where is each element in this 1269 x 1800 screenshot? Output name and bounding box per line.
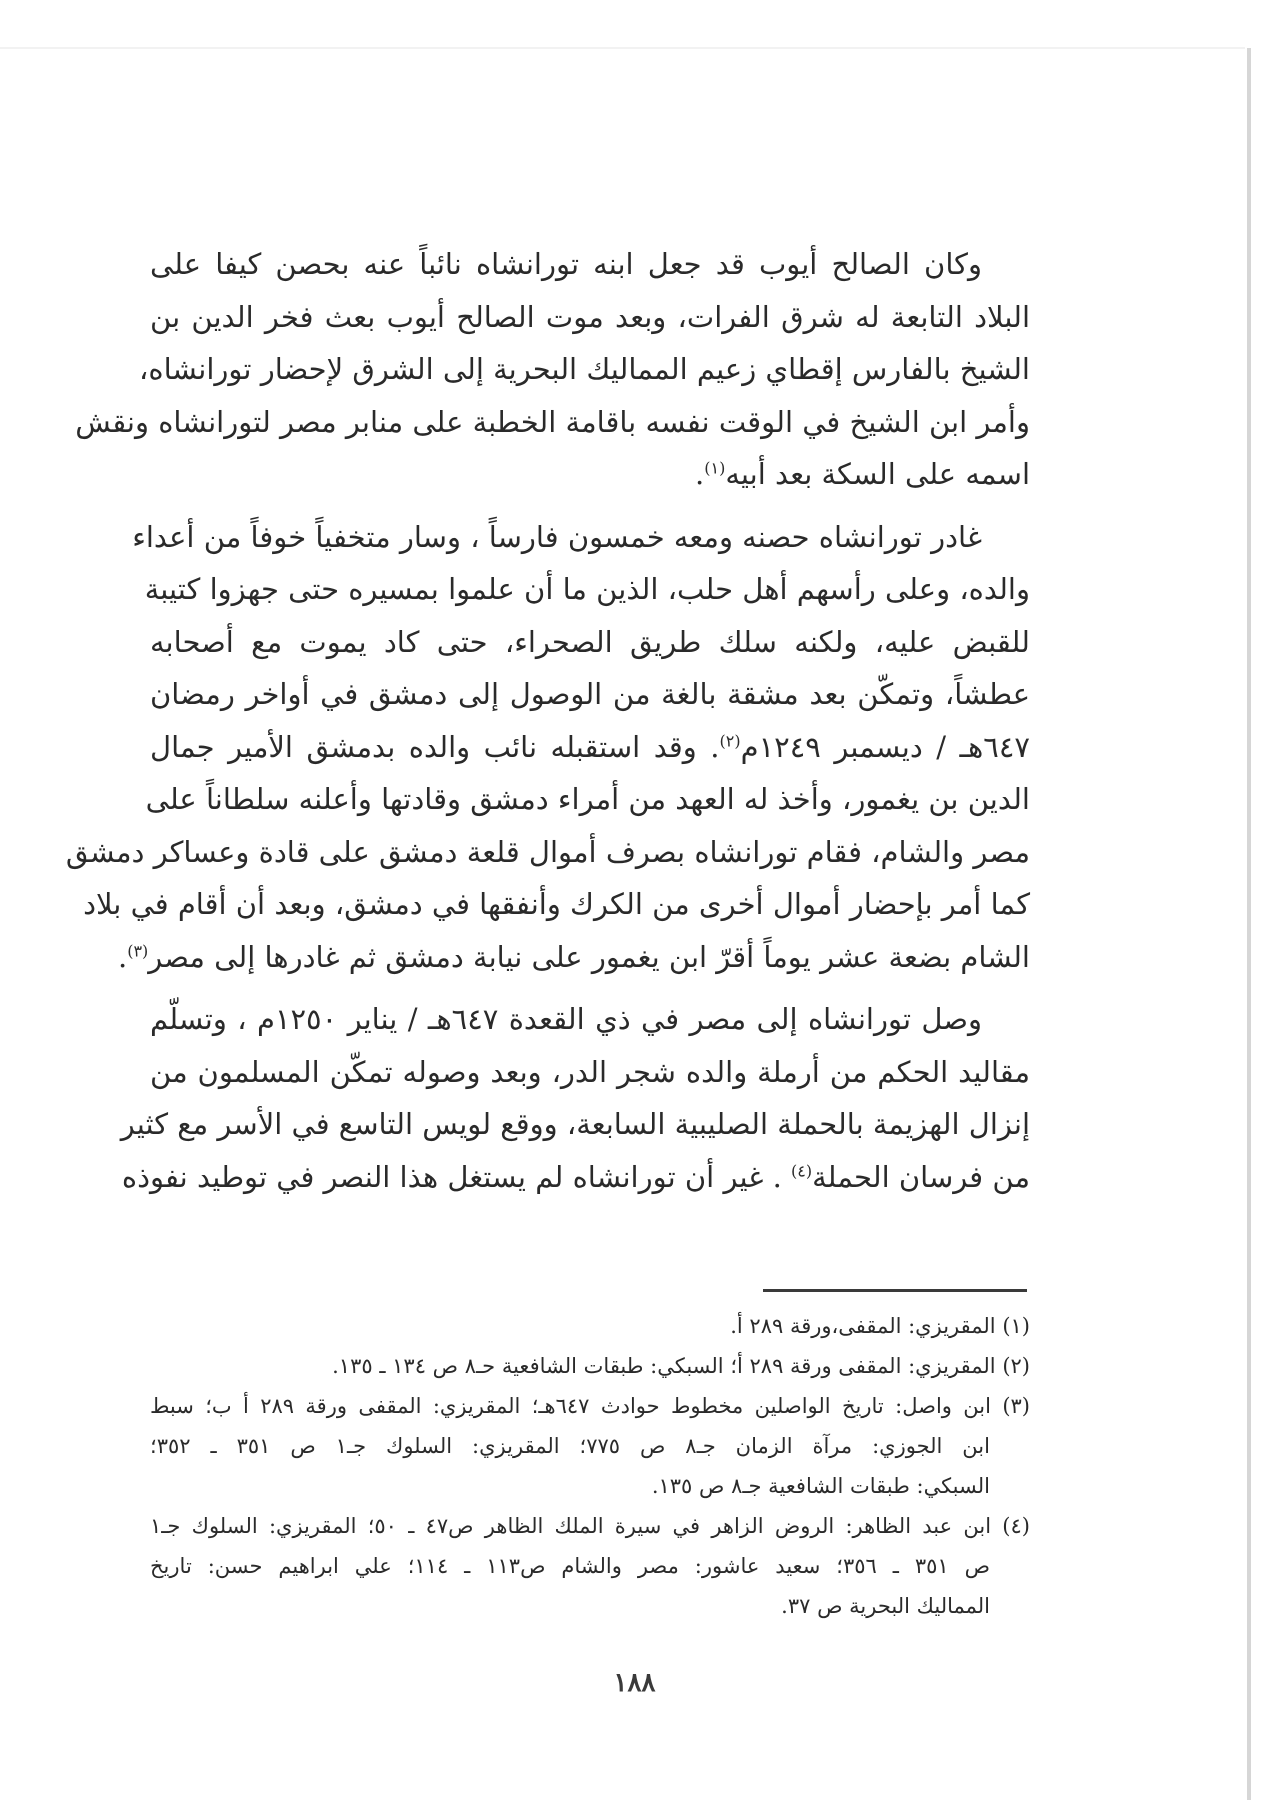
footnote-marker: (٣) (1002, 1394, 1030, 1418)
text-fragment: ٦٤٧هـ / ديسمبر ١٢٤٩م (740, 729, 1030, 764)
text-fragment: من فرسان الحملة (812, 1159, 1030, 1194)
text-line: مصر والشام، فقام تورانشاه بصرف أموال قلعة دمشق على قادة وعساكر دمشق (65, 834, 1030, 869)
footnote-3 (150, 1386, 1030, 1506)
footnote-text: ابن واصل: تاريخ الواصلين مخطوط حوادث ٦٤٧هـ؛ المقريزي: المقفى ورقة ٢٨٩ أ ب؛ سبط (150, 1394, 991, 1418)
footnote-line: ابن الجوزي: مرآة الزمان جـ٨ ص ٧٧٥؛ المقريزي: السلوك جـ١ ص ٣٥١ ـ ٣٥٢؛ (150, 1434, 990, 1458)
footnote-1 (150, 1306, 1030, 1346)
text-line: إنزال الهزيمة بالحملة الصليبية السابعة، ووقع لويس التاسع في الأسر مع كثير (120, 1107, 1030, 1141)
text-line: عطشاً، وتمكّن بعد مشقة بالغة من الوصول إلى دمشق في أواخر رمضان (150, 677, 1030, 711)
footnote-separator (763, 1289, 1027, 1292)
text-line: وأمر ابن الشيخ في الوقت نفسه باقامة الخطبة على منابر مصر لتورانشاه ونقش (75, 404, 1030, 439)
footnote-line (150, 1386, 1030, 1426)
footnote-text: المقريزي: المقفى ورقة ٢٨٩ أ؛ السبكي: طبقات الشافعية حـ٨ ص ١٣٤ ـ ١٣٥. (332, 1354, 996, 1378)
text-line (121, 1151, 1030, 1204)
text-line: كما أمر بإحضار أموال أخرى من الكرك وأنفقها في دمشق، وبعد أن أقام في بلاد (83, 887, 1030, 921)
page-top-edge (0, 47, 1245, 49)
text-line: الدين بن يغمور، وأخذ له العهد من أمراء دمشق وقادتها وأعلنه سلطاناً على (145, 782, 1030, 816)
paragraph-2 (65, 511, 1030, 984)
text-line: مقاليد الحكم من أرملة والده شجر الدر، وبعد وصوله تمكّن المسلمون من (150, 1054, 1030, 1089)
text-fragment: . غير أن تورانشاه لم يستغل هذا النصر في توطيد نفوذه (121, 1159, 792, 1194)
footnote-marker: (٢) (1002, 1354, 1030, 1378)
footnote-ref-3[interactable]: (٣) (127, 940, 149, 960)
footnote-4 (150, 1506, 1030, 1626)
text-line: والده، وعلى رأسهم أهل حلب، الذين ما أن علموا بمسيره حتى جهزوا كتيبة (144, 572, 1030, 606)
footnote-ref-1[interactable]: (١) (704, 458, 726, 478)
footnote-line (150, 1506, 1030, 1546)
text-line: غادر تورانشاه حصنه ومعه خمسون فارساً ، وسار متخفياً خوفاً من أعداء (132, 519, 982, 554)
text-fragment: الشام بضعة عشر يوماً أقرّ ابن يغمور على نيابة دمشق ثم غادرها إلى مصر (148, 939, 1030, 974)
text-line (150, 448, 1030, 501)
footnote-ref-4[interactable]: (٤) (791, 1160, 813, 1180)
page-right-edge (1247, 48, 1251, 1800)
text-line (150, 721, 1030, 774)
text-line: البلاد التابعة له شرق الفرات، وبعد موت الصالح أيوب بعث فخر الدين بن (150, 299, 1030, 334)
footnotes (150, 1306, 1030, 1626)
footnote-text: ابن عبد الظاهر: الروض الزاهر في سيرة الملك الظاهر ص٤٧ ـ ٥٠؛ المقريزي: السلوك جـ١ (150, 1514, 992, 1538)
text-line: للقبض عليه، ولكنه سلك طريق الصحراء، حتى كاد يموت مع أصحابه (150, 624, 1030, 659)
page-number: ١٨٨ (613, 1668, 656, 1698)
text-line (117, 931, 1030, 984)
footnote-marker: (١) (1002, 1314, 1030, 1338)
footnote-line: السبكي: طبقات الشافعية جـ٨ ص ١٣٥. (651, 1474, 990, 1498)
paragraph-3 (120, 993, 1030, 1203)
text-fragment: . (117, 939, 128, 974)
footnote-marker: (٤) (1002, 1514, 1030, 1538)
text-line: وصل تورانشاه إلى مصر في ذي القعدة ٦٤٧هـ / يناير ١٢٥٠م ، وتسلّم (150, 1002, 982, 1036)
footnote-text: المقريزي: المقفى،ورقة ٢٨٩ أ. (730, 1314, 996, 1338)
text-line: وكان الصالح أيوب قد جعل ابنه تورانشاه نائباً عنه بحصن كيفا على (150, 247, 982, 281)
text-line: الشيخ بالفارس إقطاي زعيم المماليك البحرية إلى الشرق لإحضار تورانشاه، (139, 352, 1030, 386)
footnote-ref-2[interactable]: (٢) (719, 730, 741, 750)
footnote-line (150, 1346, 1030, 1386)
footnote-line: المماليك البحرية ص ٣٧. (781, 1594, 990, 1618)
footnote-2 (150, 1346, 1030, 1386)
body-text (65, 238, 1030, 1203)
text-fragment: . (695, 457, 705, 491)
footnote-line: ص ٣٥١ ـ ٣٥٦؛ سعيد عاشور: مصر والشام ص١١٣ ـ ١١٤؛ علي ابراهيم حسن: تاريخ (150, 1554, 990, 1578)
footnote-line (150, 1306, 1030, 1346)
paragraph-1 (75, 238, 1030, 501)
text-fragment: اسمه على السكة بعد أبيه (725, 457, 1030, 491)
text-fragment: . وقد استقبله نائب والده بدمشق الأمير جمال (150, 729, 720, 764)
